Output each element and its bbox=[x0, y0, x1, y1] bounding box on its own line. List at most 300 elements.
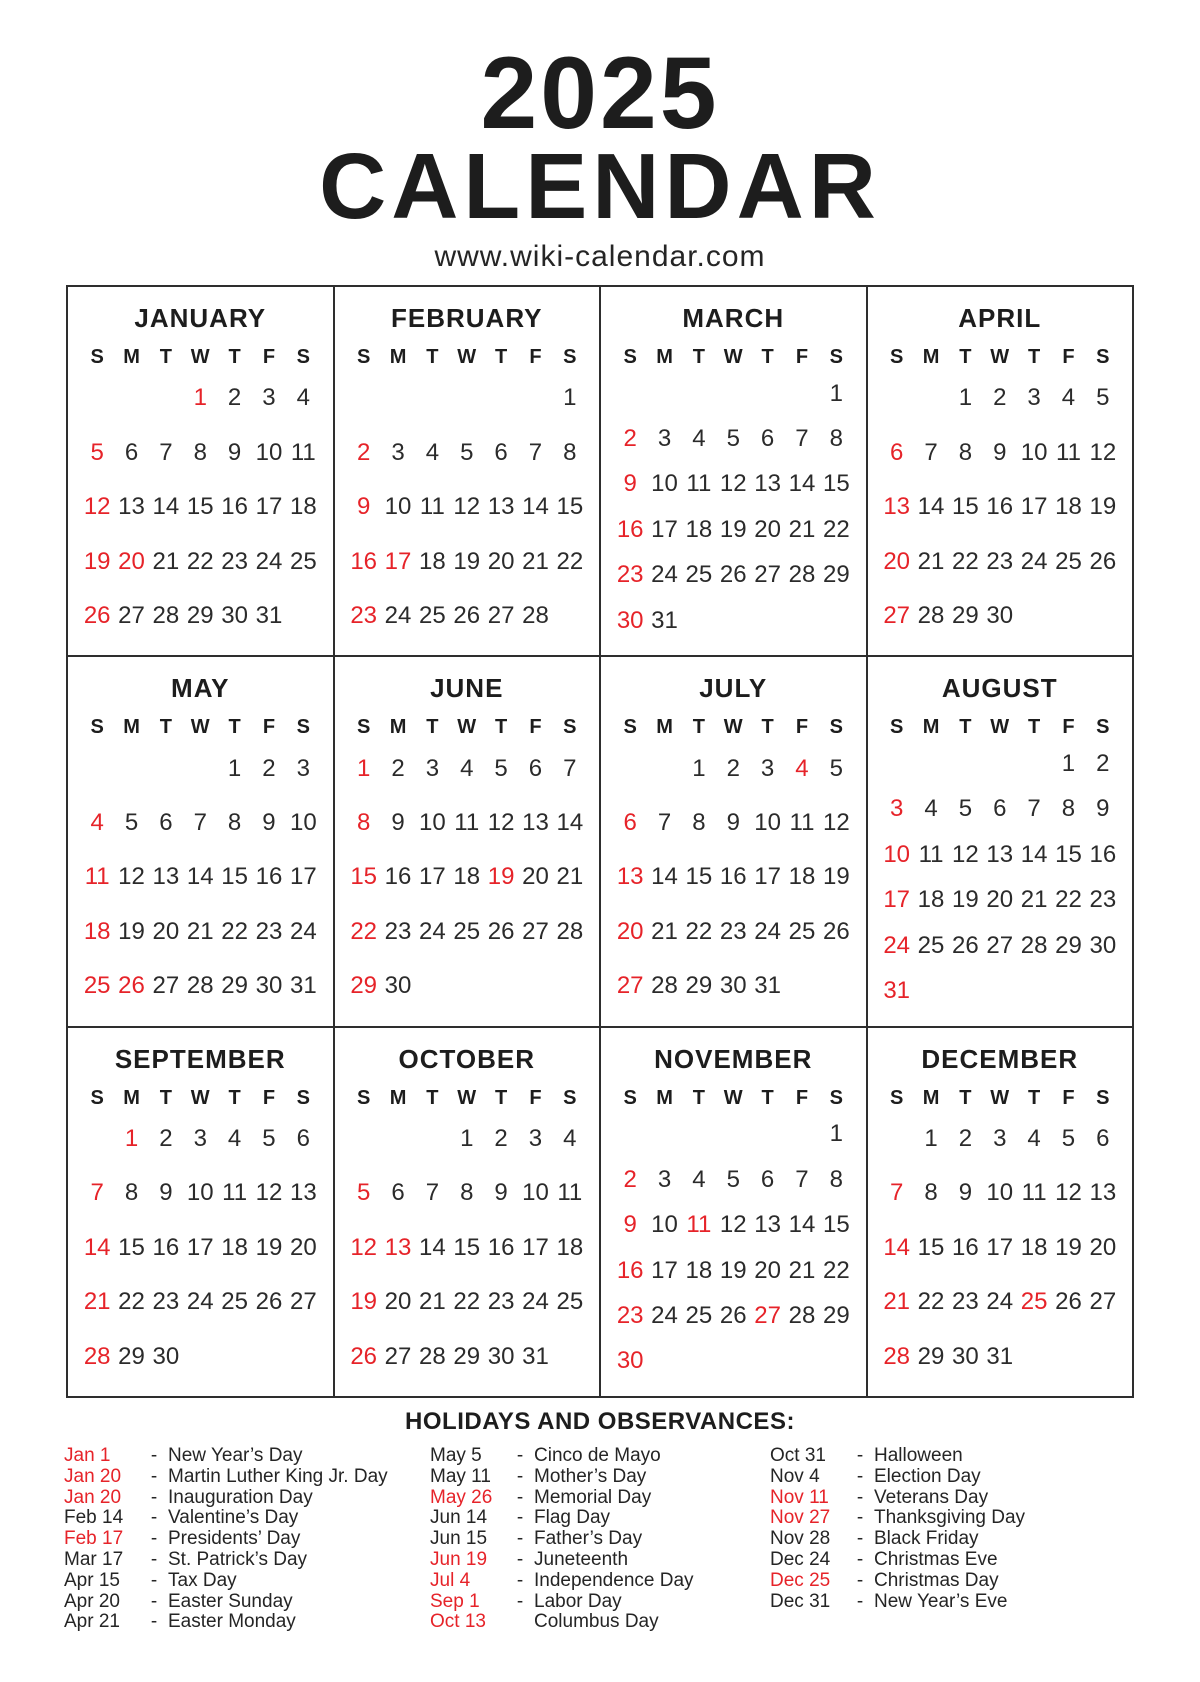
day-cell: 5 bbox=[958, 795, 973, 823]
holiday-item bbox=[430, 1488, 770, 1509]
day-cell: 15 bbox=[350, 863, 378, 891]
month-title: AUGUST bbox=[941, 673, 1058, 704]
holiday-item bbox=[64, 1550, 430, 1571]
day-cell: 16 bbox=[1089, 840, 1117, 868]
day-cell: 13 bbox=[118, 493, 145, 521]
day-cell: 23 bbox=[952, 1288, 979, 1316]
holiday-item bbox=[430, 1467, 770, 1488]
day-cell: 17 bbox=[883, 886, 911, 914]
weekday-label: W bbox=[723, 346, 743, 368]
holiday-separator: - bbox=[516, 1528, 524, 1550]
month-january bbox=[68, 287, 333, 655]
day-cell: 27 bbox=[616, 972, 644, 1000]
day-cell: 28 bbox=[83, 1342, 111, 1370]
day-cell: 7 bbox=[90, 1179, 104, 1207]
day-cell: 4 bbox=[1027, 1124, 1041, 1152]
day-cell: 18 bbox=[83, 917, 111, 945]
day-cell: 2 bbox=[494, 1124, 508, 1152]
day-cell: 15 bbox=[822, 470, 850, 498]
holiday-date: May 5 bbox=[430, 1445, 482, 1466]
weekday-label: T bbox=[494, 1086, 508, 1109]
day-cell: 28 bbox=[556, 917, 584, 945]
day-cell: 24 bbox=[186, 1288, 214, 1316]
day-cell: 4 bbox=[692, 425, 706, 453]
day-cell: 7 bbox=[889, 1179, 904, 1207]
day-cell: 29 bbox=[822, 561, 850, 589]
weekday-label: T bbox=[426, 716, 439, 739]
month-title: APRIL bbox=[958, 303, 1042, 333]
holiday-item bbox=[64, 1571, 430, 1592]
weekday-label: W bbox=[990, 346, 1010, 368]
day-cell: 23 bbox=[616, 561, 644, 589]
day-cell: 22 bbox=[1055, 886, 1082, 914]
day-cell: 16 bbox=[384, 863, 412, 891]
holiday-date: Mar 17 bbox=[64, 1548, 124, 1570]
day-cell: 22 bbox=[186, 547, 214, 575]
day-cell: 25 bbox=[1055, 547, 1082, 575]
holiday-date: Dec 25 bbox=[770, 1569, 831, 1591]
day-cell: 21 bbox=[1020, 886, 1048, 914]
day-cell: 19 bbox=[1089, 493, 1117, 521]
day-cell: 25 bbox=[917, 931, 945, 959]
weekday-label: S bbox=[357, 1086, 371, 1109]
weekday-label: F bbox=[529, 346, 542, 368]
day-cell: 13 bbox=[1089, 1179, 1117, 1207]
day-cell: 25 bbox=[556, 1288, 584, 1316]
day-cell: 28 bbox=[788, 1301, 816, 1329]
weekday-label: M bbox=[389, 1086, 407, 1109]
holiday-date: Nov 28 bbox=[770, 1528, 831, 1550]
day-cell: 27 bbox=[384, 1342, 412, 1370]
holiday-name: Christmas Day bbox=[874, 1569, 999, 1591]
holiday-date: May 11 bbox=[430, 1465, 491, 1487]
day-cell: 12 bbox=[1055, 1179, 1082, 1207]
weekday-label: S bbox=[623, 716, 637, 739]
holiday-name: Martin Luther King Jr. Day bbox=[168, 1465, 388, 1487]
day-cell: 14 bbox=[419, 1233, 446, 1261]
day-cell: 26 bbox=[822, 917, 850, 945]
month-may bbox=[68, 657, 333, 1025]
day-cell: 16 bbox=[255, 863, 283, 891]
day-cell: 14 bbox=[152, 493, 180, 521]
website-url: www.wiki-calendar.com bbox=[434, 239, 766, 273]
day-cell: 27 bbox=[754, 561, 781, 589]
month-june bbox=[335, 657, 600, 1025]
day-cell: 11 bbox=[918, 840, 944, 868]
day-cell: 12 bbox=[719, 1211, 747, 1239]
day-cell: 19 bbox=[118, 917, 145, 945]
day-cell: 7 bbox=[657, 809, 672, 837]
weekday-label: S bbox=[1096, 1086, 1110, 1109]
holiday-date: Dec 31 bbox=[770, 1590, 831, 1612]
day-cell: 12 bbox=[83, 493, 111, 521]
day-cell: 30 bbox=[952, 1342, 979, 1370]
day-cell: 24 bbox=[754, 917, 781, 945]
day-cell: 3 bbox=[296, 754, 310, 782]
day-cell: 9 bbox=[227, 438, 242, 466]
day-cell: 29 bbox=[1055, 931, 1082, 959]
weekday-label: T bbox=[959, 716, 972, 739]
day-cell: 10 bbox=[255, 438, 283, 466]
day-cell: 25 bbox=[221, 1288, 248, 1316]
day-cell: 1 bbox=[692, 754, 706, 782]
weekday-label: T bbox=[692, 1086, 705, 1109]
weekday-label: T bbox=[761, 1086, 774, 1109]
day-cell: 13 bbox=[754, 1211, 781, 1239]
day-cell: 8 bbox=[356, 809, 371, 837]
day-cell: 18 bbox=[221, 1233, 248, 1261]
holiday-date: Apr 21 bbox=[64, 1611, 120, 1633]
day-cell: 23 bbox=[255, 917, 283, 945]
weekday-label: S bbox=[563, 716, 577, 739]
day-cell: 18 bbox=[685, 1256, 713, 1284]
day-cell: 8 bbox=[924, 1179, 938, 1207]
weekday-label: T bbox=[959, 346, 972, 368]
holiday-name: Easter Monday bbox=[168, 1611, 296, 1633]
weekday-label: T bbox=[1027, 346, 1041, 368]
day-cell: 17 bbox=[419, 863, 446, 891]
day-cell: 14 bbox=[556, 809, 584, 837]
day-cell: 9 bbox=[356, 493, 371, 521]
day-cell: 22 bbox=[221, 917, 248, 945]
holiday-separator: - bbox=[150, 1528, 158, 1550]
day-cell: 4 bbox=[795, 754, 809, 782]
day-cell: 29 bbox=[952, 602, 979, 630]
weekday-label: W bbox=[457, 1086, 477, 1109]
month-march bbox=[601, 287, 866, 655]
weekday-label: F bbox=[1062, 346, 1075, 368]
holiday-separator: - bbox=[150, 1465, 158, 1487]
day-cell: 15 bbox=[822, 1211, 850, 1239]
day-cell: 7 bbox=[159, 438, 173, 466]
day-cell: 2 bbox=[623, 425, 637, 453]
holiday-name: New Year’s Day bbox=[168, 1445, 303, 1466]
holiday-name: Valentine’s Day bbox=[168, 1507, 299, 1529]
weekday-header bbox=[80, 346, 321, 369]
day-cell: 2 bbox=[958, 1124, 973, 1152]
holiday-item bbox=[770, 1571, 1130, 1592]
day-cell: 19 bbox=[952, 886, 979, 914]
day-cell: 14 bbox=[651, 863, 678, 891]
day-cell: 22 bbox=[556, 547, 584, 575]
month-title: MARCH bbox=[682, 303, 785, 333]
holiday-separator: - bbox=[150, 1548, 158, 1570]
weekday-label: F bbox=[795, 716, 809, 739]
weekday-label: W bbox=[723, 1086, 743, 1109]
weekday-label: S bbox=[90, 716, 104, 739]
day-cell: 16 bbox=[719, 863, 747, 891]
month-december bbox=[868, 1028, 1133, 1396]
weekday-label: M bbox=[656, 1086, 673, 1109]
holiday-name: Christmas Eve bbox=[874, 1548, 998, 1570]
holiday-separator: - bbox=[150, 1611, 158, 1633]
day-cell: 28 bbox=[883, 1342, 911, 1370]
day-cell: 9 bbox=[726, 809, 740, 837]
weekday-label: S bbox=[296, 346, 310, 368]
day-cell: 30 bbox=[986, 602, 1014, 630]
month-days bbox=[80, 1112, 321, 1384]
day-cell: 11 bbox=[454, 809, 480, 837]
holiday-date: Jun 15 bbox=[430, 1528, 488, 1550]
day-cell: 13 bbox=[883, 493, 911, 521]
day-cell: 9 bbox=[623, 1211, 637, 1239]
holiday-name: Veterans Day bbox=[874, 1486, 989, 1508]
day-cell: 25 bbox=[289, 547, 317, 575]
day-cell: 27 bbox=[289, 1288, 317, 1316]
weekday-label: W bbox=[190, 1086, 210, 1109]
day-cell: 2 bbox=[356, 438, 371, 466]
month-days bbox=[613, 1112, 854, 1384]
weekday-label: T bbox=[159, 346, 172, 368]
day-cell: 31 bbox=[986, 1342, 1014, 1370]
day-cell: 23 bbox=[487, 1288, 515, 1316]
day-cell: 10 bbox=[1020, 438, 1048, 466]
month-days bbox=[80, 371, 321, 643]
day-cell: 19 bbox=[453, 547, 481, 575]
holiday-separator: - bbox=[150, 1445, 158, 1466]
day-cell: 30 bbox=[221, 602, 248, 630]
day-cell: 19 bbox=[255, 1233, 283, 1261]
holiday-column-2 bbox=[430, 1446, 770, 1633]
holiday-item bbox=[770, 1446, 1130, 1467]
day-cell: 4 bbox=[227, 1124, 242, 1152]
day-cell: 6 bbox=[760, 1165, 775, 1193]
day-cell: 16 bbox=[152, 1233, 180, 1261]
weekday-label: S bbox=[296, 716, 310, 739]
day-cell: 5 bbox=[124, 809, 139, 837]
day-cell: 30 bbox=[487, 1342, 515, 1370]
day-cell: 21 bbox=[152, 547, 180, 575]
day-cell: 22 bbox=[822, 1256, 850, 1284]
day-cell: 14 bbox=[186, 863, 214, 891]
day-cell: 22 bbox=[118, 1288, 145, 1316]
day-cell: 26 bbox=[118, 972, 145, 1000]
day-cell: 17 bbox=[1020, 493, 1048, 521]
holiday-item bbox=[64, 1529, 430, 1550]
day-cell: 22 bbox=[685, 917, 713, 945]
holiday-name: Columbus Day bbox=[534, 1611, 659, 1633]
month-days bbox=[613, 741, 854, 1013]
day-cell: 4 bbox=[692, 1165, 706, 1193]
weekday-label: F bbox=[529, 716, 542, 739]
day-cell: 30 bbox=[152, 1342, 180, 1370]
weekday-label: M bbox=[123, 1086, 140, 1109]
weekday-label: T bbox=[426, 346, 439, 368]
day-cell: 24 bbox=[986, 1288, 1014, 1316]
day-cell: 10 bbox=[289, 809, 317, 837]
day-cell: 1 bbox=[924, 1124, 938, 1152]
day-cell: 11 bbox=[290, 438, 316, 466]
holiday-item bbox=[430, 1592, 770, 1613]
day-cell: 9 bbox=[262, 809, 276, 837]
weekday-label: T bbox=[228, 1086, 241, 1109]
holiday-date: Jan 1 bbox=[64, 1445, 111, 1466]
day-cell: 18 bbox=[917, 886, 945, 914]
day-cell: 28 bbox=[917, 602, 945, 630]
day-cell: 24 bbox=[651, 1301, 678, 1329]
day-cell: 18 bbox=[289, 493, 317, 521]
day-cell: 5 bbox=[829, 754, 843, 782]
holiday-date: Sep 1 bbox=[430, 1590, 480, 1612]
day-cell: 17 bbox=[651, 1256, 678, 1284]
holiday-item bbox=[770, 1529, 1130, 1550]
day-cell: 3 bbox=[657, 425, 672, 453]
weekday-label: W bbox=[990, 1086, 1010, 1109]
day-cell: 14 bbox=[917, 493, 945, 521]
holiday-name: Father’s Day bbox=[534, 1528, 643, 1550]
day-cell: 12 bbox=[350, 1233, 378, 1261]
day-cell: 25 bbox=[1020, 1288, 1048, 1316]
day-cell: 24 bbox=[651, 561, 678, 589]
day-cell: 2 bbox=[159, 1124, 173, 1152]
day-cell: 5 bbox=[90, 438, 104, 466]
weekday-label: T bbox=[228, 346, 241, 368]
day-cell: 16 bbox=[952, 1233, 979, 1261]
day-cell: 12 bbox=[952, 840, 979, 868]
day-cell: 3 bbox=[193, 1124, 207, 1152]
day-cell: 3 bbox=[993, 1124, 1007, 1152]
day-cell: 5 bbox=[726, 425, 740, 453]
day-cell: 16 bbox=[616, 515, 644, 543]
day-cell: 5 bbox=[726, 1165, 740, 1193]
day-cell: 4 bbox=[1061, 384, 1076, 412]
weekday-label: F bbox=[529, 1086, 542, 1109]
day-cell: 7 bbox=[563, 754, 577, 782]
day-cell: 3 bbox=[262, 384, 276, 412]
month-days bbox=[80, 741, 321, 1013]
day-cell: 2 bbox=[993, 384, 1007, 412]
holiday-item bbox=[430, 1446, 770, 1467]
weekday-label: M bbox=[389, 346, 407, 368]
day-cell: 3 bbox=[425, 754, 440, 782]
holiday-item bbox=[770, 1592, 1130, 1613]
day-cell: 15 bbox=[186, 493, 214, 521]
weekday-label: F bbox=[262, 1086, 276, 1109]
day-cell: 18 bbox=[453, 863, 481, 891]
weekday-header bbox=[347, 716, 588, 739]
day-cell: 23 bbox=[384, 917, 412, 945]
holiday-date: Jun 14 bbox=[430, 1507, 488, 1529]
day-cell: 16 bbox=[350, 547, 378, 575]
month-title: JUNE bbox=[430, 673, 504, 704]
weekday-label: M bbox=[656, 716, 673, 739]
month-july bbox=[601, 657, 866, 1025]
day-cell: 7 bbox=[193, 809, 207, 837]
holiday-separator: - bbox=[856, 1548, 864, 1570]
weekday-label: W bbox=[990, 716, 1010, 739]
day-cell: 10 bbox=[419, 809, 446, 837]
holiday-name: Thanksgiving Day bbox=[874, 1507, 1026, 1529]
weekday-label: S bbox=[829, 1086, 843, 1109]
weekday-label: T bbox=[1027, 716, 1041, 739]
weekday-label: W bbox=[190, 716, 210, 739]
page-header bbox=[0, 0, 1200, 274]
day-cell: 26 bbox=[1089, 547, 1117, 575]
day-cell: 20 bbox=[384, 1288, 412, 1316]
day-cell: 17 bbox=[186, 1233, 214, 1261]
day-cell: 26 bbox=[487, 917, 515, 945]
day-cell: 20 bbox=[986, 886, 1014, 914]
weekday-label: T bbox=[494, 346, 508, 368]
day-cell: 8 bbox=[563, 438, 577, 466]
weekday-label: T bbox=[761, 716, 774, 739]
day-cell: 4 bbox=[296, 384, 310, 412]
month-days bbox=[613, 371, 854, 643]
day-cell: 7 bbox=[924, 438, 938, 466]
day-cell: 15 bbox=[556, 493, 584, 521]
day-cell: 16 bbox=[487, 1233, 515, 1261]
day-cell: 3 bbox=[391, 438, 405, 466]
holiday-separator: - bbox=[856, 1486, 864, 1508]
weekday-label: M bbox=[389, 716, 407, 739]
day-cell: 1 bbox=[227, 754, 242, 782]
day-cell: 27 bbox=[522, 917, 549, 945]
day-cell: 10 bbox=[522, 1179, 549, 1207]
day-cell: 19 bbox=[719, 515, 747, 543]
weekday-label: T bbox=[159, 1086, 172, 1109]
day-cell: 9 bbox=[993, 438, 1007, 466]
day-cell: 24 bbox=[255, 547, 283, 575]
weekday-label: M bbox=[656, 346, 673, 368]
day-cell: 23 bbox=[152, 1288, 180, 1316]
holiday-separator: - bbox=[150, 1507, 158, 1529]
day-cell: 10 bbox=[754, 809, 781, 837]
holiday-separator: - bbox=[856, 1528, 864, 1550]
day-cell: 12 bbox=[255, 1179, 283, 1207]
weekday-label: T bbox=[159, 716, 172, 739]
day-cell: 5 bbox=[1061, 1124, 1076, 1152]
day-cell: 27 bbox=[754, 1301, 781, 1329]
day-cell: 2 bbox=[227, 384, 242, 412]
holiday-separator: - bbox=[150, 1590, 158, 1612]
weekday-label: T bbox=[1027, 1086, 1041, 1109]
day-cell: 18 bbox=[685, 515, 713, 543]
holiday-date: Jun 19 bbox=[430, 1548, 488, 1570]
day-cell: 6 bbox=[1096, 1124, 1110, 1152]
day-cell: 1 bbox=[829, 1120, 843, 1148]
holiday-date: Feb 17 bbox=[64, 1528, 124, 1550]
weekday-label: S bbox=[563, 1086, 577, 1109]
holiday-date: Oct 13 bbox=[430, 1611, 486, 1633]
day-cell: 7 bbox=[425, 1179, 440, 1207]
day-cell: 16 bbox=[221, 493, 248, 521]
holiday-name: Black Friday bbox=[874, 1528, 979, 1550]
holiday-separator: - bbox=[856, 1569, 864, 1591]
day-cell: 20 bbox=[754, 1256, 781, 1284]
day-cell: 15 bbox=[118, 1233, 145, 1261]
day-cell: 24 bbox=[1020, 547, 1048, 575]
day-cell: 17 bbox=[651, 515, 678, 543]
weekday-label: M bbox=[123, 346, 140, 368]
month-days bbox=[880, 371, 1121, 643]
day-cell: 29 bbox=[685, 972, 713, 1000]
day-cell: 13 bbox=[289, 1179, 317, 1207]
day-cell: 31 bbox=[651, 606, 678, 634]
day-cell: 12 bbox=[453, 493, 481, 521]
month-august bbox=[868, 657, 1133, 1025]
day-cell: 5 bbox=[356, 1179, 371, 1207]
day-cell: 14 bbox=[83, 1233, 111, 1261]
holiday-item bbox=[430, 1612, 770, 1633]
holiday-name: St. Patrick’s Day bbox=[168, 1548, 308, 1570]
holiday-separator: - bbox=[516, 1590, 524, 1612]
day-cell: 19 bbox=[83, 547, 111, 575]
holiday-item bbox=[770, 1508, 1130, 1529]
day-cell: 8 bbox=[829, 425, 843, 453]
day-cell: 15 bbox=[952, 493, 979, 521]
day-cell: 17 bbox=[255, 493, 283, 521]
holiday-item bbox=[430, 1550, 770, 1571]
